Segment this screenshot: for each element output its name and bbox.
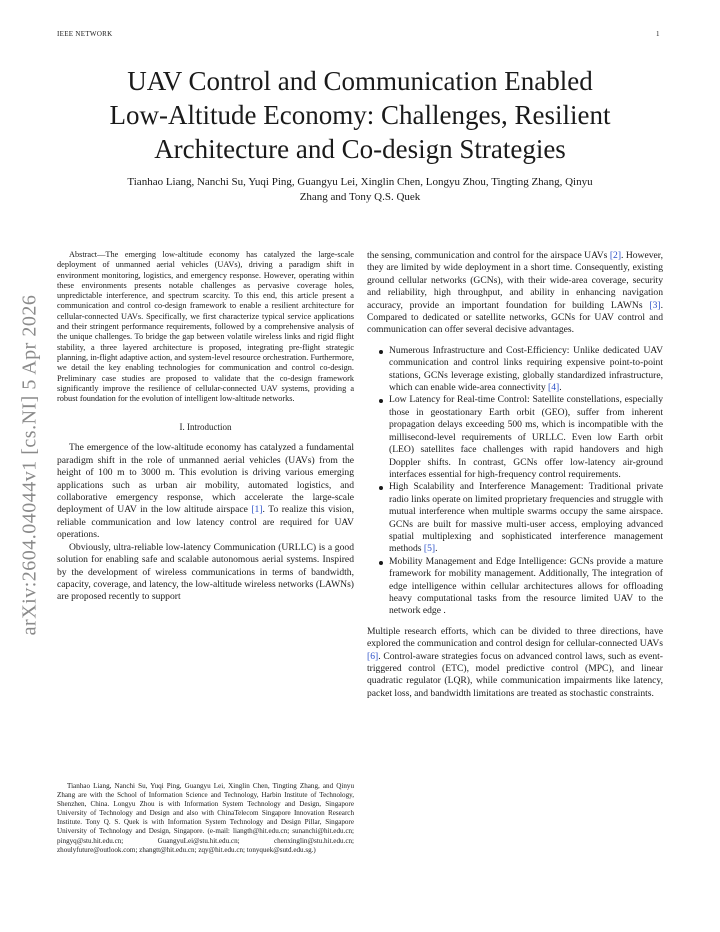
author-affiliation-footnote: Tianhao Liang, Nanchi Su, Yuqi Ping, Guangyu Lei, Xinglin Chen, Tingting Zhang, and Qinyu Zhang are with the School of Information Science and Technology, Harbin Institute of Technology, Shenzhen, China. Longyu Zhou is with Information System Technology and Design, Singapore University of Technology and Design and also with ChinaTelecom Singapore Innovation Research Institute. Tony Q. S. Quek is with Information System Technology and Design Pillar, Singapore University of Technology and Design, Singapore. (e-mail: liangth@hit.edu.cn; sunanchi@hit.edu.cn; pingyq@stu.hit.edu.cn; GuangyuLei@stu.hit.edu.cn; chenxinglin@stu.hit.edu.cn; zhoulyfuture@outlook.com; zhangtt@hit.edu.cn; zqy@hit.edu.cn; tonyquek@sutd.edu.sg.): [57, 782, 354, 854]
body-paragraph: [367, 250, 663, 337]
text-run: Numerous Infrastructure and Cost-Efficiency: Unlike dedicated UAV communication and control links requiring expensive point-to-point stations, GCNs leverage existing, globally standardized infrastructure, which can enable wide-area connectivity: [389, 344, 663, 394]
arxiv-stamp: arXiv:2604.04044v1 [cs.NI] 5 Apr 2026: [18, 294, 41, 636]
text-run: High Scalability and Interference Management: Traditional private radio links operate on limited proprietary frequencies and struggle with mutual interference when multiple swarms occupy the same airspace. GCNs are built for massive multi-user access, employing advanced spatial multiplexing and sophisticated interference management methods: [389, 481, 663, 555]
abstract: Abstract—The emerging low-altitude economy has catalyzed the large-scale deployment of unmanned aerial vehicles (UAVs), driving a paradigm shift in environment monitoring, logistics, and emergency response. However, operating within these environments presents notable challenges as pervasive coverage holes, unpredictable interference, and spectrum scarcity. To this end, this article present a communication and control co-design framework to enable a resilient architecture for cellular-connected UAVs. Specifically, we first characterize typical service applications and their stringent performance requirements, followed by a comprehensive analysis of the unique challenges. To bridge the gap between volatile wireless links and rigid flight stability, a three layered architecture is proposed, integrating pre-flight strategic planning, in-flight adaptive action, and system-level resource orchestration. Furthermore, we detail the key enabling technologies for communication and control co-design. Preliminary case studies are proposed to validate that the co-design framework significantly improve the resilience of cellular-connected UAV systems, providing a robust foundation for the evolution of intelligent low-altitude networks.: [57, 250, 354, 404]
bullet-icon: [379, 350, 383, 354]
intro-paragraph: Obviously, ultra-reliable low-latency Communication (URLLC) is a good solution for enabling safe and scalable autonomous aerial systems. Inspired by the development of wireless communications in terms of bandwidth, capacity, coverage, and latency, the low-altitude wireless networks (LAWNs) are proposed recently to support: [57, 541, 354, 603]
running-head: IEEE NETWORK: [57, 30, 113, 38]
body-paragraph: [367, 626, 663, 700]
left-column: [57, 250, 354, 604]
bullet-icon: [379, 561, 383, 565]
title-line: Low-Altitude Economy: Challenges, Resilient: [109, 100, 611, 130]
author-line: Tianhao Liang, Nanchi Su, Yuqi Ping, Guangyu Lei, Xinglin Chen, Longyu Zhou, Tingting Zhang, Qinyu: [127, 176, 593, 188]
text-run: . However, they are limited by wide deployment in a short time. Consequently, existing ground cellular networks (GCNs), with their wide-area coverage, security and reliability, high throughput, and ability in enhancing navigation accuracy, provide an important foundation for building LAWNs: [367, 250, 663, 311]
text-run: . Compared to dedicated or satellite networks, GCNs for UAV control and communication can offer several decisive advantages.: [367, 299, 663, 336]
author-line: Zhang and Tony Q.S. Quek: [299, 191, 421, 203]
title-line: Architecture and Co-design Strategies: [154, 134, 566, 164]
advantages-list: [367, 345, 663, 618]
text-run: the sensing, communication and control for the airspace UAVs: [367, 250, 610, 261]
list-item: [379, 345, 663, 395]
page-number: 1: [656, 30, 660, 38]
citation-link[interactable]: [5]: [423, 543, 436, 555]
text-run: . To realize this vision, reliable communication and low latency control are required for UAV operations.: [57, 504, 354, 541]
text-run: .: [435, 543, 438, 555]
bullet-icon: [379, 486, 383, 490]
citation-link[interactable]: [4]: [548, 382, 560, 394]
bullet-icon: [379, 399, 383, 403]
intro-paragraph: [57, 442, 354, 541]
text-run: The emergence of the low-altitude economy has catalyzed a fundamental paradigm shift in the role of unmanned aerial vehicles (UAVs) from the height of 100 m to 3000 m. This evolution is driving various emerging applications such as urban air mobility, automated logistics, and collaborative emergency response, which accelerate the large-scale deployment of UAV in the low altitude airspace: [57, 442, 354, 516]
title-line: UAV Control and Communication Enabled: [127, 66, 593, 96]
author-list: [90, 175, 630, 205]
list-item: [379, 556, 663, 618]
right-column: [367, 250, 663, 700]
text-run: . Control-aware strategies focus on advanced control laws, such as event-triggered control (ETC), model predictive control (MPC), and linear quadratic regulator (LQR), while communication impairments like latency, packet loss, and bandwidth limitations are treated as stochastic constraints.: [367, 650, 663, 699]
text-run: .: [559, 382, 562, 394]
list-item: [379, 394, 663, 481]
citation-link[interactable]: [3]: [649, 299, 661, 311]
text-run: Multiple research efforts, which can be divided to three directions, have explored the communication and control design for cellular-connected UAVs: [367, 625, 663, 650]
paper-title: [60, 64, 660, 166]
text-run: Mobility Management and Edge Intelligence: GCNs provide a mature framework for mobility management. Additionally, The integration of edge intelligence within cellular architectures allows for offloading heavy computational tasks from the resource limited UAV to the network edge .: [389, 555, 663, 617]
citation-link[interactable]: [2]: [609, 250, 622, 261]
section-heading-introduction: I. Introduction: [179, 422, 232, 433]
text-run: Low Latency for Real-time Control: Satellite constellations, especially those in geostationary Earth orbit (GEO), suffer from inherent propagation delays exceeding 500 ms, which is incompatible with the millisecond-level requirements of URLLC. Even low Earth orbit (LEO) satellites face challenges with rapid handovers and high Doppler shifts. In contrast, GCNs offer low-latency air-ground interfaces essential for high-frequency control requirements.: [389, 394, 663, 480]
citation-link[interactable]: [6]: [367, 650, 379, 662]
citation-link[interactable]: [1]: [251, 504, 263, 516]
list-item: [379, 481, 663, 555]
